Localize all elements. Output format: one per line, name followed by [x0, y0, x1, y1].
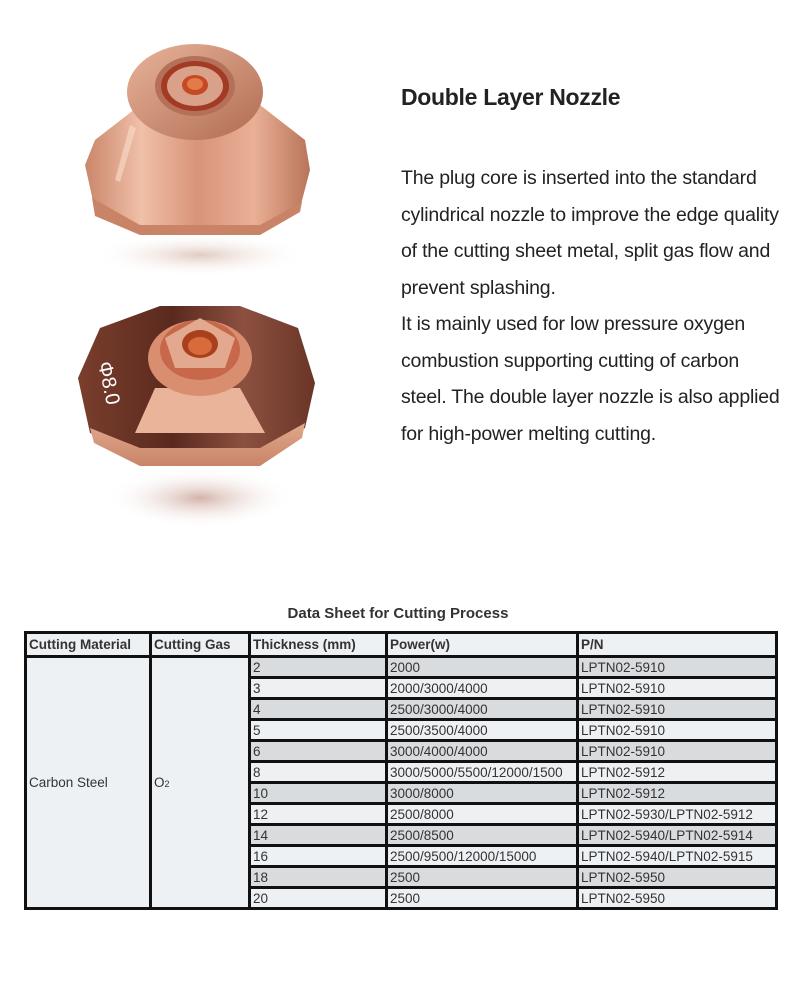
nozzle-top-view-image [60, 30, 330, 280]
power-cell: 3000/5000/5500/12000/1500 [387, 762, 578, 783]
cutting-gas-cell [151, 657, 250, 909]
thickness-cell: 8 [250, 762, 387, 783]
pn-cell: LPTN02-5912 [578, 762, 777, 783]
power-cell: 2500/8000 [387, 804, 578, 825]
pn-cell: LPTN02-5940/LPTN02-5915 [578, 846, 777, 867]
gas-subscript: 2 [164, 779, 170, 789]
nozzle-size-label: Φ8.0 [93, 359, 124, 407]
table-header-row [26, 633, 777, 657]
header-power: Power(w) [387, 633, 578, 657]
pn-cell: LPTN02-5910 [578, 699, 777, 720]
pn-cell: LPTN02-5910 [578, 741, 777, 762]
thickness-cell: 14 [250, 825, 387, 846]
thickness-cell: 6 [250, 741, 387, 762]
product-images [60, 30, 330, 530]
power-cell: 2500/3000/4000 [387, 699, 578, 720]
power-cell: 3000/4000/4000 [387, 741, 578, 762]
pn-cell: LPTN02-5950 [578, 867, 777, 888]
power-cell: 2500 [387, 888, 578, 909]
pn-cell: LPTN02-5930/LPTN02-5912 [578, 804, 777, 825]
pn-cell: LPTN02-5910 [578, 678, 777, 699]
thickness-cell: 20 [250, 888, 387, 909]
power-cell: 3000/8000 [387, 783, 578, 804]
pn-cell: LPTN02-5912 [578, 783, 777, 804]
cutting-material-cell: Carbon Steel [26, 657, 151, 909]
product-title: Double Layer Nozzle [401, 84, 621, 110]
thickness-cell: 16 [250, 846, 387, 867]
description-paragraph: The plug core is inserted into the standard cylindrical nozzle to improve the edge quality of the cutting sheet metal, split gas flow and prevent splashing. [401, 167, 779, 299]
power-cell: 2000/3000/4000 [387, 678, 578, 699]
data-sheet-title: Data Sheet for Cutting Process [287, 605, 509, 622]
thickness-cell: 4 [250, 699, 387, 720]
thickness-cell: 10 [250, 783, 387, 804]
description-paragraph: It is mainly used for low pressure oxygen combustion supporting cutting of carbon steel. The double layer nozzle is also applied for high-power melting cutting. [401, 313, 780, 445]
pn-cell: LPTN02-5940/LPTN02-5914 [578, 825, 777, 846]
pn-cell: LPTN02-5910 [578, 657, 777, 678]
thickness-cell: 2 [250, 657, 387, 678]
product-description [401, 160, 781, 452]
power-cell: 2500/3500/4000 [387, 720, 578, 741]
cutting-data-table [24, 631, 778, 910]
gas-symbol: O [154, 775, 165, 790]
thickness-cell: 5 [250, 720, 387, 741]
power-cell: 2500 [387, 867, 578, 888]
header-cutting-gas: Cutting Gas [151, 633, 250, 657]
header-cutting-material: Cutting Material [26, 633, 151, 657]
thickness-cell: 18 [250, 867, 387, 888]
nozzle-bottom-view-image [60, 288, 330, 538]
table-row [26, 657, 777, 678]
power-cell: 2000 [387, 657, 578, 678]
pn-cell: LPTN02-5950 [578, 888, 777, 909]
power-cell: 2500/8500 [387, 825, 578, 846]
header-pn: P/N [578, 633, 777, 657]
pn-cell: LPTN02-5910 [578, 720, 777, 741]
thickness-cell: 3 [250, 678, 387, 699]
header-thickness: Thickness (mm) [250, 633, 387, 657]
power-cell: 2500/9500/12000/15000 [387, 846, 578, 867]
thickness-cell: 12 [250, 804, 387, 825]
